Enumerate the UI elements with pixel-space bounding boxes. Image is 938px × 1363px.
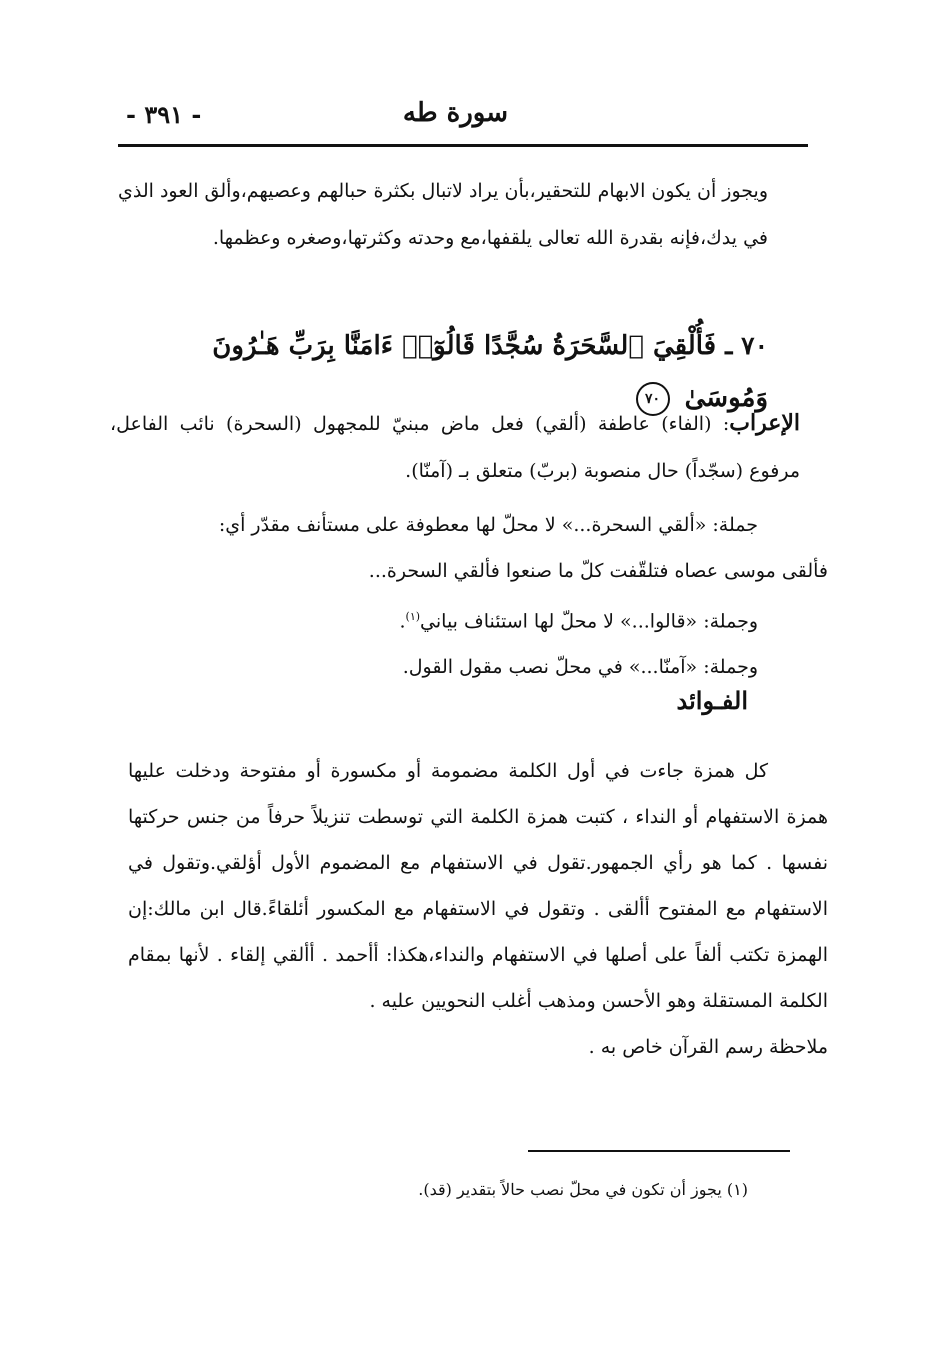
jumal-line-1: جملة: «ألقي السحرة...» لا محلّ لها معطوفة على مستأنف مقدّر أي: bbox=[218, 514, 758, 536]
sentences-analysis bbox=[128, 502, 828, 690]
footnote: (١) يجوز أن تكون في محلّ نصب حالاً بتقدير (قد). bbox=[418, 1180, 748, 1199]
irab-label: الإعراب bbox=[729, 410, 800, 436]
jumal-line-3: وجملة: «قالوا...» لا محلّ لها استئناف بياني$^{(١)}$. bbox=[399, 610, 758, 633]
jumal-line-3-text: وجملة: «قالوا...» لا محلّ لها استئناف بياني bbox=[420, 610, 758, 633]
fawaid-heading: الفـوائد bbox=[676, 686, 748, 715]
surah-title: سورة طه bbox=[402, 98, 508, 128]
intro-paragraph: ويجوز أن يكون الابهام للتحقير،بأن يراد لاتبال بكثرة حبالهم وعصيهم،وألق العود الذي في يدك،فإنه بقدرة الله تعالى يلقفها،مع وحدته وكثرتها،وصغره وعظمها. bbox=[118, 180, 768, 249]
irab-paragraph bbox=[110, 400, 800, 495]
ayah-marker-icon: ٧٠ bbox=[636, 382, 670, 416]
footnote-divider bbox=[528, 1150, 790, 1152]
verse-number: ٧٠ ـ bbox=[725, 331, 768, 360]
footnote-ref: (١) bbox=[405, 610, 421, 623]
verse-text: فَأُلْقِيَ ٱلسَّحَرَةُ سُجَّدًا قَالُوٓا۟ ءَامَنَّا بِرَبِّ هَـٰرُونَ وَمُوسَىٰ bbox=[212, 331, 768, 413]
header-divider bbox=[118, 144, 808, 147]
page-number: - ٣٩١ - bbox=[126, 100, 202, 129]
jumal-line-4: وجملة: «آمنّا...» في محلّ نصب مقول القول. bbox=[402, 656, 758, 679]
jumal-line-2: فألقى موسى عصاه فتلقّفت كلّ ما صنعوا فألقي السحرة... bbox=[368, 560, 828, 582]
fawaid-paragraph bbox=[128, 748, 828, 1070]
fawaid-text: كل همزة جاءت في أول الكلمة مضمومة أو مكسورة أو مفتوحة ودخلت عليها همزة الاستفهام أو النداء ، كتبت همزة الكلمة التي توسطت تنزيلاً حرفاً من جنس حركتها نفسها . كما هو رأي الجمهور.تقول في الاستفهام مع المضموم الأول أؤلقي.وتقول في الاستفهام مع المفتوح أألقى . وتقول في الاستفهام مع المكسور أئلقاءً.قال ابن مالك:إن الهمزة تكتب ألفاً على أصلها في الاستفهام والنداء،هكذا: أأحمد . أألقي إلقاء . لأنها بمقام الكلمة المستقلة وهو الأحسن ومذهب أغلب النحويين عليه . bbox=[128, 760, 828, 1012]
irab-text: : (الفاء) عاطفة (ألقي) فعل ماض مبنيّ للمجهول (السحرة) نائب الفاعل، مرفوع (سجّداً) حال منصوبة (بربّ) متعلق بـ (آمنّا). bbox=[110, 413, 800, 482]
page-header bbox=[118, 98, 808, 138]
fawaid-note: ملاحظة رسم القرآن خاص به . bbox=[588, 1036, 828, 1058]
